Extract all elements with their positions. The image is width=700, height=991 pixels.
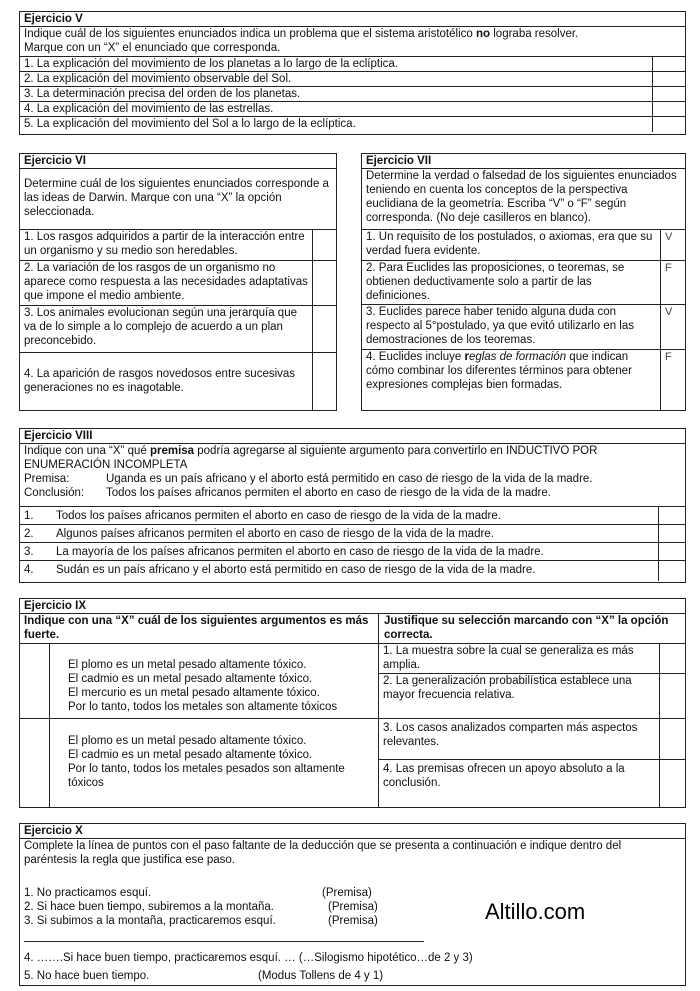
deduction-line: 5. No hace buen tiempo. xyxy=(24,970,150,982)
ejercicio-viii xyxy=(19,428,686,583)
ejercicio-x-title: Ejercicio X xyxy=(20,824,685,839)
answer-cell[interactable] xyxy=(652,117,685,132)
option-row: 3. Los casos analizados comparten más aspectos relevantes. xyxy=(379,719,685,760)
ejercicio-v-title: Ejercicio V xyxy=(20,12,685,27)
ejercicio-ix xyxy=(19,598,686,808)
argument-2: El plomo es un metal pesado altamente tóxico. El cadmio es un metal pesado altamente tóxico. Por lo tanto, todos los metales pesados son altamente tóxicos xyxy=(50,719,379,807)
answer-cell[interactable] xyxy=(652,87,685,101)
watermark: Altillo.com xyxy=(485,899,586,924)
ejercicio-ix-title: Ejercicio IX xyxy=(20,599,685,614)
ejercicio-vi xyxy=(19,153,337,411)
deduction-line: 3. Si subimos a la montaña, practicaremos esquí. xyxy=(24,915,276,927)
option-row: 2. Algunos países africanos permiten el aborto en caso de riesgo de la vida de la madre. xyxy=(20,525,685,543)
option-row: 5. La explicación del movimiento del Sol a lo largo de la eclíptica. xyxy=(20,117,685,132)
ejercicio-x xyxy=(19,823,686,986)
answer-cell[interactable] xyxy=(659,644,685,673)
separator-line xyxy=(24,941,424,942)
rule-label: (Modus Tollens de 4 y 1) xyxy=(258,970,384,982)
option-row: 4. Las premisas ofrecen un apoyo absoluto a la conclusión. xyxy=(379,760,685,807)
rule-label: (Premisa) xyxy=(328,901,378,913)
rule-label: (Premisa) xyxy=(328,915,378,927)
answer-cell[interactable]: V xyxy=(660,305,685,349)
ejercicio-vii-instructions: Determine la verdad o falsedad de los siguientes enunciados teniendo en cuenta los conceptos de la perspectiva euclidiana de la geometría. Escriba “V” o “F” según corresponda. (No deje casilleros en blanco). xyxy=(362,169,685,230)
answer-cell[interactable]: V xyxy=(660,230,685,260)
ejercicio-v-instructions: Indique cuál de los siguientes enunciados indica un problema que el sistema aristotélico no lograba resolver. Marque con un “X” el enunciado que corresponda. xyxy=(20,27,685,57)
option-row: 4. Euclides incluye reglas de formación que indican cómo combinar los diferentes términos para obtener expresiones complejas bien formadas. F xyxy=(362,350,685,410)
ix-right-header: Justifique su selección marcando con “X” la opción correcta. xyxy=(379,614,685,644)
answer-cell[interactable] xyxy=(658,525,685,542)
option-row: 4. La explicación del movimiento de las estrellas. xyxy=(20,102,685,117)
option-row: 1. La explicación del movimiento de los planetas a lo largo de la eclíptica. xyxy=(20,57,685,72)
option-row: 3. La determinación precisa del orden de los planetas. xyxy=(20,87,685,102)
option-row: 3. Los animales evolucionan según una jerarquía que va de lo simple a lo complejo de acuerdo a un plan preconcebido. xyxy=(20,306,336,353)
answer-cell[interactable] xyxy=(652,57,685,71)
option-row: 3. La mayoría de los países africanos permiten el aborto en caso de riesgo de la vida de la madre. xyxy=(20,543,685,561)
ejercicio-vi-instructions: Determine cuál de los siguientes enunciados corresponde a las ideas de Darwin. Marque con una “X” la opción seleccionada. xyxy=(20,169,336,230)
answer-cell[interactable] xyxy=(312,306,336,352)
option-row: 1. La muestra sobre la cual se generaliza es más amplia. xyxy=(379,644,685,674)
option-row: 2. La explicación del movimiento observable del Sol. xyxy=(20,72,685,87)
answer-cell[interactable] xyxy=(659,719,685,759)
option-row: 1. Los rasgos adquiridos a partir de la interacción entre un organismo y su medio son heredables. xyxy=(20,230,336,261)
deduction-line: 2. Si hace buen tiempo, subiremos a la montaña. xyxy=(24,901,274,913)
ejercicio-x-instructions: Complete la línea de puntos con el paso faltante de la deducción que se presenta a continuación e indique dentro del paréntesis la regla que justifica ese paso. xyxy=(24,840,622,866)
answer-cell[interactable] xyxy=(312,230,336,260)
option-row: 2. La generalización probabilística establece una mayor frecuencia relativa. xyxy=(379,674,685,719)
ejercicio-vii xyxy=(361,153,686,411)
ejercicio-v xyxy=(19,11,686,135)
answer-cell[interactable] xyxy=(312,353,336,411)
answer-cell[interactable] xyxy=(659,760,685,807)
answer-cell[interactable]: F xyxy=(660,350,685,410)
answer-cell[interactable] xyxy=(652,102,685,116)
ix-left-header: Indique con una “X” cuál de los siguientes argumentos es más fuerte. xyxy=(20,614,379,644)
option-row: 4. Sudán es un país africano y el aborto está permitido en caso de riesgo de la vida de la madre. xyxy=(20,561,685,581)
ejercicio-viii-title: Ejercicio VIII xyxy=(20,429,685,444)
option-row: 1. Todos los países africanos permiten el aborto en caso de riesgo de la vida de la madre. xyxy=(20,507,685,525)
deduction-line-4[interactable]: 4. …….Si hace buen tiempo, practicaremos esquí. … (…Silogismo hipotético…de 2 y 3) xyxy=(24,952,473,964)
answer-cell[interactable] xyxy=(20,719,50,807)
answer-cell[interactable] xyxy=(659,674,685,718)
argument-1: El plomo es un metal pesado altamente tóxico. El cadmio es un metal pesado altamente tóxico. El mercurio es un metal pesado altamente tóxico. Por lo tanto, todos los metales son altamente tóxicos xyxy=(50,644,379,719)
option-row: 1. Un requisito de los postulados, o axiomas, era que su verdad fuera evidente. V xyxy=(362,230,685,261)
rule-label: (Premisa) xyxy=(322,887,372,899)
answer-cell[interactable] xyxy=(658,561,685,581)
option-row: 2. Para Euclides las proposiciones, o teoremas, se obtienen deductivamente solo a partir de las definiciones. F xyxy=(362,261,685,305)
answer-cell[interactable]: F xyxy=(660,261,685,304)
answer-cell[interactable] xyxy=(312,261,336,305)
option-row: 4. La aparición de rasgos novedosos entre sucesivas generaciones no es inagotable. xyxy=(20,353,336,411)
deduction-line: 1. No practicamos esquí. xyxy=(24,887,152,899)
answer-cell[interactable] xyxy=(658,507,685,524)
ejercicio-vi-title: Ejercicio VI xyxy=(20,154,336,169)
option-row: 2. La variación de los rasgos de un organismo no aparece como respuesta a las necesidades adaptativas que impone el medio ambiente. xyxy=(20,261,336,306)
option-row: 3. Euclides parece haber tenido alguna duda con respecto al 5°postulado, ya que evitó utilizarlo en las demostraciones de los teoremas. V xyxy=(362,305,685,350)
answer-cell[interactable] xyxy=(652,72,685,86)
ejercicio-viii-instructions: Indique con una “X” qué premisa podría agregarse al siguiente argumento para convertirlo en INDUCTIVO POR ENUMERACIÓN INCOMPLETA Premisa: Uganda es un país africano y el aborto está permitido en caso de riesgo de la vida de la madre. Conclusión: Todos los países africanos permiten el aborto en caso de riesgo de la vida de la madre. xyxy=(20,444,685,507)
answer-cell[interactable] xyxy=(20,644,50,719)
answer-cell[interactable] xyxy=(658,543,685,560)
ejercicio-vii-title: Ejercicio VII xyxy=(362,154,685,169)
